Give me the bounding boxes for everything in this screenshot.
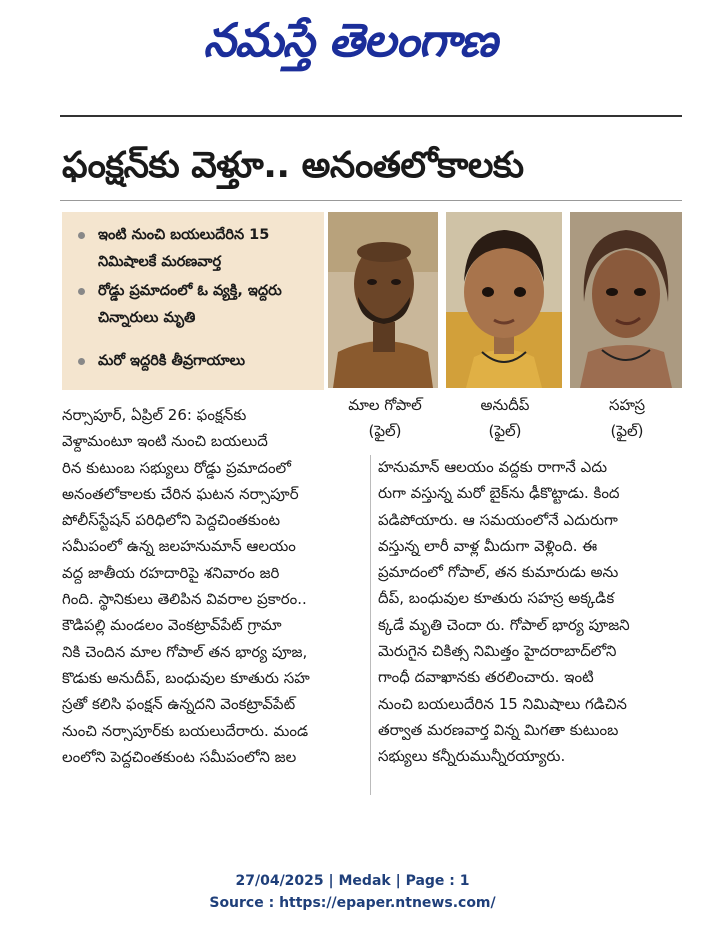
bullet-icon — [78, 288, 85, 295]
article-line: రిన కుటుంబ సభ్యులు రోడ్డు ప్రమాదంలో — [62, 458, 291, 477]
article-line: అనంతలోకాలకు చేరిన ఘటన నర్సాపూర్ — [62, 484, 299, 503]
highlights-box — [62, 212, 324, 390]
article-line: పడిపోయారు. ఆ సమయంలోనే ఎదురుగా — [378, 510, 618, 529]
article-line: హనుమాన్ ఆలయం వద్దకు రాగానే ఎదు — [378, 458, 608, 476]
photo-anudeep — [446, 212, 562, 388]
article-line: రుగా వస్తున్న మరో బైక్‌ను ఢీకొట్టాడు. కింద — [378, 484, 620, 503]
article-line: లంలోని పెద్దచింతకుంట సమీపంలోని జల — [62, 747, 297, 766]
article-line: క్కడే మృతి చెందా రు. గోపాల్ భార్య పూజని — [378, 615, 630, 634]
portrait-girl-image — [570, 212, 682, 388]
article-line: గింది. స్థానికులు తెలిపిన వివరాల ప్రకారం.. — [62, 590, 307, 609]
caption-gopal: మాల గోపాల్ (ఫైల్) — [348, 396, 422, 440]
column-divider — [370, 455, 371, 795]
caption-sahasra: సహస్ర (ఫైల్) — [608, 396, 646, 440]
headline-rule — [60, 200, 682, 201]
article-line: నుంచి బయలుదేరిన 15 నిమిషాలు గడిచిన — [378, 694, 627, 713]
article-line: నర్సాపూర్, ఏప్రిల్ 26: ఫంక్షన్‌కు — [62, 406, 247, 424]
photo-gopal — [328, 212, 438, 388]
article-headline: ఫంక్షన్‌కు వెళ్తూ.. అనంతలోకాలకు — [62, 145, 524, 186]
article-line: వస్తున్న లారీ వాళ్ల మీదుగా వెళ్లింది. ఈ — [378, 536, 598, 555]
article-line: గాంధీ దవాఖానకు తరలించారు. ఇంటి — [378, 668, 594, 687]
article-line: వెళ్దామంటూ ఇంటి నుంచి బయలుదే — [62, 432, 268, 451]
highlight-item: మరో ఇద్దరికి తీవ్రగాయాలు — [78, 348, 318, 375]
article-line: నుంచి నర్సాపూర్‌కు బయలుదేరారు. మండ — [62, 721, 309, 740]
article-line: సమీపంలో ఉన్న జలహనుమాన్ ఆలయం — [62, 537, 296, 556]
footer-source: Source : https://epaper.ntnews.com/ — [209, 895, 496, 911]
highlight-item: ఇంటి నుంచి బయలుదేరిన 15 నిమిషాలకే మరణవార్త — [78, 222, 318, 276]
article-line: మెరుగైన చికిత్స నిమిత్తం హైదరాబాద్‌లోని — [378, 642, 617, 661]
portrait-man-image — [328, 212, 438, 388]
article-line: సభ్యులు కన్నీరుమున్నీరయ్యారు. — [378, 747, 566, 766]
newspaper-masthead: నమస్తే తెలంగాణ — [203, 13, 497, 67]
highlight-item: రోడ్డు ప్రమాదంలో ఓ వ్యక్తి, ఇద్దరు చిన్నారులు మృతి — [78, 278, 318, 332]
bullet-icon — [78, 232, 85, 239]
bullet-icon — [78, 358, 85, 365]
photo-sahasra — [570, 212, 682, 388]
portrait-boy-image — [446, 212, 562, 388]
article-line: పోలీస్‌స్టేషన్ పరిధిలోని పెద్దచింతకుంట — [62, 511, 281, 530]
article-line: స్రతో కలిసి ఫంక్షన్ ఉన్నదని వెంకట్రావ్‌పేట్ — [62, 695, 296, 714]
article-line: దీప్, బంధువుల కూతురు సహస్ర అక్కడిక — [378, 589, 615, 608]
article-line: తర్వాత మరణవార్త విన్న మిగతా కుటుంబ — [378, 720, 619, 739]
article-line: వద్ద జాతీయ రహదారిపై శనివారం జరి — [62, 563, 280, 582]
caption-anudeep: అనుదీప్ (ఫైల్) — [480, 396, 530, 440]
article-line: కొడుకు అనుదీప్, బంధువుల కూతురు సహ — [62, 668, 310, 687]
article-line: కౌడిపల్లి మండలం వెంకట్రావ్‌పేట్ గ్రామా — [62, 616, 282, 635]
article-column-right — [378, 454, 682, 770]
article-line: నికి చెందిన మాల గోపాల్ తన భార్య పూజ, — [62, 642, 308, 661]
masthead-rule — [60, 115, 682, 117]
footer-dateline: 27/04/2025 | Medak | Page : 1 — [235, 873, 470, 889]
article-line: ప్రమాదంలో గోపాల్, తన కుమారుడు అను — [378, 563, 619, 582]
article-column-left — [62, 402, 362, 770]
